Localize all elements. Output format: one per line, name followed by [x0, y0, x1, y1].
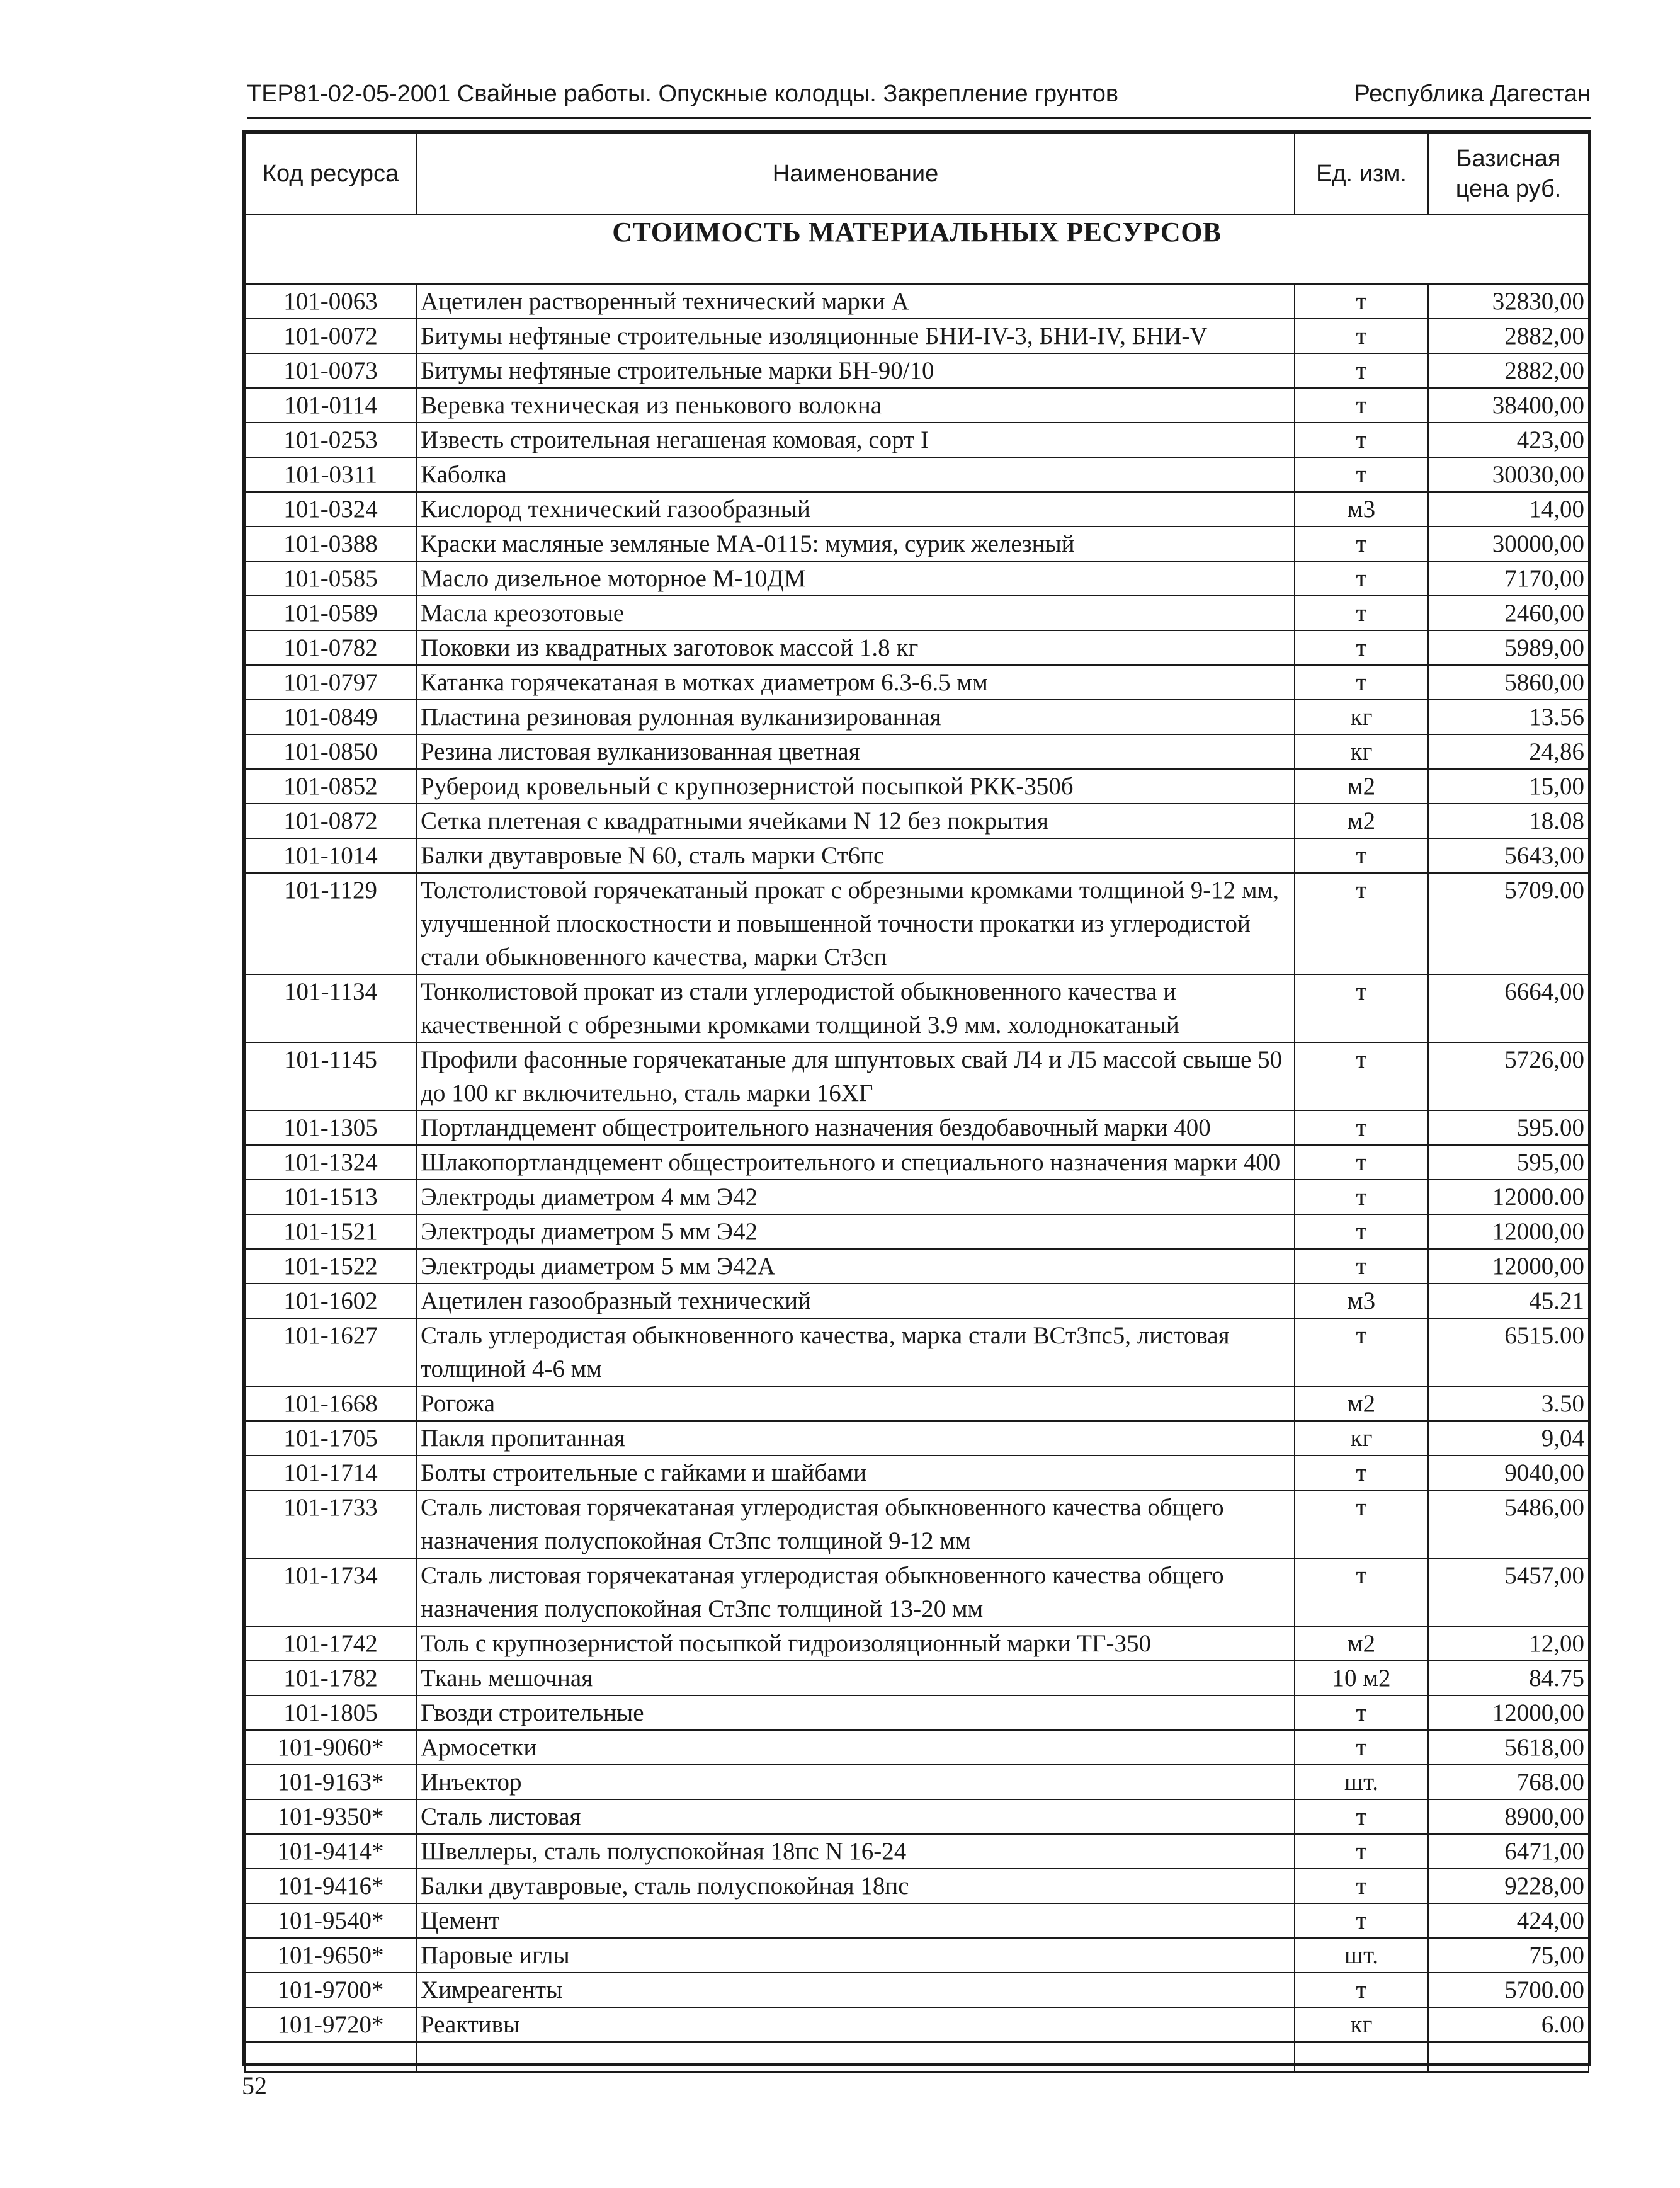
row-code: 101-1733	[245, 1490, 416, 1558]
table-row	[245, 1180, 1589, 1214]
row-unit: т	[1295, 596, 1428, 630]
row-price: 15,00	[1428, 769, 1589, 804]
row-name: Паровые иглы	[416, 1938, 1295, 1973]
row-unit: т	[1295, 423, 1428, 457]
row-name: Ткань мешочная	[416, 1661, 1295, 1695]
row-unit: т	[1295, 353, 1428, 388]
row-name: Сталь листовая горячекатаная углеродистая обыкновенного качества общего назначения полуспокойная Ст3пс толщиной 13-20 мм	[416, 1558, 1295, 1626]
row-code: 101-0063	[245, 284, 416, 319]
table-row	[245, 1661, 1589, 1695]
table-row	[245, 2007, 1589, 2042]
row-name: Швеллеры, сталь полуспокойная 18пс N 16-24	[416, 1834, 1295, 1869]
row-code: 101-1705	[245, 1421, 416, 1456]
table-row	[245, 492, 1589, 527]
row-price: 38400,00	[1428, 388, 1589, 423]
row-name: Каболка	[416, 457, 1295, 492]
row-name: Битумы нефтяные строительные изоляционные БНИ-IV-3, БНИ-IV, БНИ-V	[416, 319, 1295, 353]
row-unit: 10 м2	[1295, 1661, 1428, 1695]
row-unit: т	[1295, 665, 1428, 700]
row-unit: м2	[1295, 804, 1428, 838]
row-unit: т	[1295, 319, 1428, 353]
row-price: 5486,00	[1428, 1490, 1589, 1558]
row-unit: т	[1295, 561, 1428, 596]
table-header-row	[245, 133, 1589, 215]
row-unit: т	[1295, 1834, 1428, 1869]
row-unit: т	[1295, 1456, 1428, 1490]
table-row	[245, 561, 1589, 596]
row-name: Кислород технический газообразный	[416, 492, 1295, 527]
row-name: Сетка плетеная с квадратными ячейками N 12 без покрытия	[416, 804, 1295, 838]
row-price: 6515.00	[1428, 1318, 1589, 1386]
table-row	[245, 665, 1589, 700]
row-unit: т	[1295, 1145, 1428, 1180]
row-name: Профили фасонные горячекатаные для шпунтовых свай Л4 и Л5 массой свыше 50 до 100 кг включительно, сталь марки 16ХГ	[416, 1042, 1295, 1110]
table-row	[245, 527, 1589, 561]
row-name: Поковки из квадратных заготовок массой 1.8 кг	[416, 630, 1295, 665]
table-row	[245, 1695, 1589, 1730]
row-unit: т	[1295, 1799, 1428, 1834]
row-price: 9,04	[1428, 1421, 1589, 1456]
row-price: 2882,00	[1428, 319, 1589, 353]
table-row	[245, 1110, 1589, 1145]
table-row	[245, 873, 1589, 974]
row-unit: т	[1295, 527, 1428, 561]
row-unit: т	[1295, 1490, 1428, 1558]
row-code: 101-0324	[245, 492, 416, 527]
row-price: 9040,00	[1428, 1456, 1589, 1490]
row-unit: м3	[1295, 1284, 1428, 1318]
row-price: 423,00	[1428, 423, 1589, 457]
row-unit: т	[1295, 1558, 1428, 1626]
table-row	[245, 1214, 1589, 1249]
table-row	[245, 734, 1589, 769]
row-price: 18.08	[1428, 804, 1589, 838]
table-row	[245, 423, 1589, 457]
row-unit: кг	[1295, 734, 1428, 769]
resource-table-frame	[242, 130, 1591, 2066]
row-name: Известь строительная негашеная комовая, сорт I	[416, 423, 1295, 457]
row-name: Электроды диаметром 4 мм Э42	[416, 1180, 1295, 1214]
row-name: Масла креозотовые	[416, 596, 1295, 630]
column-header-code: Код ресурса	[245, 133, 416, 215]
column-header-unit: Ед. изм.	[1295, 133, 1428, 215]
row-name: Ацетилен газообразный технический	[416, 1284, 1295, 1318]
row-code: 101-1522	[245, 1249, 416, 1284]
row-code: 101-1324	[245, 1145, 416, 1180]
row-price: 5709.00	[1428, 873, 1589, 974]
row-name: Пакля пропитанная	[416, 1421, 1295, 1456]
row-code: 101-0388	[245, 527, 416, 561]
row-price: 12000,00	[1428, 1695, 1589, 1730]
row-code: 101-9416*	[245, 1869, 416, 1903]
row-code: 101-1513	[245, 1180, 416, 1214]
row-name: Рогожа	[416, 1386, 1295, 1421]
row-code: 101-9414*	[245, 1834, 416, 1869]
row-price: 30030,00	[1428, 457, 1589, 492]
table-row	[245, 1938, 1589, 1973]
row-unit: т	[1295, 1110, 1428, 1145]
row-unit: т	[1295, 1042, 1428, 1110]
table-row	[245, 1799, 1589, 1834]
row-code: 101-1782	[245, 1661, 416, 1695]
table-row	[245, 1765, 1589, 1799]
row-price: 14,00	[1428, 492, 1589, 527]
row-unit: м3	[1295, 492, 1428, 527]
row-code: 101-0253	[245, 423, 416, 457]
row-code: 101-1145	[245, 1042, 416, 1110]
row-name: Шлакопортландцемент общестроительного и специального назначения марки 400	[416, 1145, 1295, 1180]
row-price: 32830,00	[1428, 284, 1589, 319]
table-row	[245, 974, 1589, 1042]
row-code: 101-1714	[245, 1456, 416, 1490]
empty-cell	[1295, 2042, 1428, 2072]
table-row	[245, 1558, 1589, 1626]
row-price: 75,00	[1428, 1938, 1589, 1973]
table-row	[245, 804, 1589, 838]
row-name: Химреагенты	[416, 1973, 1295, 2007]
table-row	[245, 1869, 1589, 1903]
table-row	[245, 1730, 1589, 1765]
row-code: 101-9060*	[245, 1730, 416, 1765]
row-code: 101-1602	[245, 1284, 416, 1318]
row-code: 101-9163*	[245, 1765, 416, 1799]
row-name: Веревка техническая из пенькового волокна	[416, 388, 1295, 423]
row-name: Рубероид кровельный с крупнозернистой посыпкой РКК-350б	[416, 769, 1295, 804]
table-row	[245, 838, 1589, 873]
row-code: 101-1129	[245, 873, 416, 974]
row-price: 3.50	[1428, 1386, 1589, 1421]
row-unit: кг	[1295, 1421, 1428, 1456]
row-code: 101-1134	[245, 974, 416, 1042]
row-name: Гвозди строительные	[416, 1695, 1295, 1730]
row-name: Масло дизельное моторное М-10ДМ	[416, 561, 1295, 596]
table-row	[245, 457, 1589, 492]
row-code: 101-0072	[245, 319, 416, 353]
page-header	[247, 81, 1591, 116]
row-unit: т	[1295, 838, 1428, 873]
row-code: 101-0585	[245, 561, 416, 596]
row-code: 101-9540*	[245, 1903, 416, 1938]
row-code: 101-0872	[245, 804, 416, 838]
table-row	[245, 1421, 1589, 1456]
row-unit: м2	[1295, 1626, 1428, 1661]
row-code: 101-0311	[245, 457, 416, 492]
row-price: 2882,00	[1428, 353, 1589, 388]
row-unit: т	[1295, 284, 1428, 319]
row-code: 101-1627	[245, 1318, 416, 1386]
row-price: 12000,00	[1428, 1249, 1589, 1284]
document-title: ТЕР81-02-05-2001 Свайные работы. Опускные колодцы. Закрепление грунтов	[247, 81, 1119, 107]
row-price: 5726,00	[1428, 1042, 1589, 1110]
row-name: Армосетки	[416, 1730, 1295, 1765]
row-unit: м2	[1295, 769, 1428, 804]
row-code: 101-9700*	[245, 1973, 416, 2007]
row-code: 101-1734	[245, 1558, 416, 1626]
row-code: 101-9350*	[245, 1799, 416, 1834]
resource-table	[244, 132, 1589, 2073]
row-code: 101-1521	[245, 1214, 416, 1249]
row-name: Портландцемент общестроительного назначения бездобавочный марки 400	[416, 1110, 1295, 1145]
table-row	[245, 1834, 1589, 1869]
empty-cell	[416, 2042, 1295, 2072]
row-name: Сталь листовая горячекатаная углеродистая обыкновенного качества общего назначения полуспокойная Ст3пс толщиной 9-12 мм	[416, 1490, 1295, 1558]
row-price: 8900,00	[1428, 1799, 1589, 1834]
row-unit: т	[1295, 974, 1428, 1042]
region-name: Республика Дагестан	[1354, 81, 1591, 107]
row-unit: т	[1295, 457, 1428, 492]
row-unit: т	[1295, 1730, 1428, 1765]
row-unit: т	[1295, 873, 1428, 974]
row-price: 24,86	[1428, 734, 1589, 769]
row-code: 101-1742	[245, 1626, 416, 1661]
row-name: Электроды диаметром 5 мм Э42	[416, 1214, 1295, 1249]
row-price: 595.00	[1428, 1110, 1589, 1145]
empty-cell	[1428, 2042, 1589, 2072]
row-code: 101-0850	[245, 734, 416, 769]
row-price: 768.00	[1428, 1765, 1589, 1799]
row-name: Толь с крупнозернистой посыпкой гидроизоляционный марки ТГ-350	[416, 1626, 1295, 1661]
table-row	[245, 353, 1589, 388]
row-code: 101-9650*	[245, 1938, 416, 1973]
row-unit: т	[1295, 1973, 1428, 2007]
row-name: Сталь углеродистая обыкновенного качества, марка стали ВСт3пс5, листовая толщиной 4-6 мм	[416, 1318, 1295, 1386]
page-number: 52	[242, 2071, 267, 2100]
table-row	[245, 1145, 1589, 1180]
row-code: 101-0114	[245, 388, 416, 423]
row-price: 5643,00	[1428, 838, 1589, 873]
row-unit: т	[1295, 1214, 1428, 1249]
row-code: 101-1014	[245, 838, 416, 873]
table-row	[245, 1626, 1589, 1661]
row-price: 5700.00	[1428, 1973, 1589, 2007]
row-price: 9228,00	[1428, 1869, 1589, 1903]
table-row	[245, 1284, 1589, 1318]
row-price: 6471,00	[1428, 1834, 1589, 1869]
row-name: Сталь листовая	[416, 1799, 1295, 1834]
row-price: 5457,00	[1428, 1558, 1589, 1626]
row-name: Краски масляные земляные МА-0115: мумия, сурик железный	[416, 527, 1295, 561]
row-code: 101-1668	[245, 1386, 416, 1421]
table-row	[245, 1386, 1589, 1421]
row-code: 101-0782	[245, 630, 416, 665]
table-row	[245, 388, 1589, 423]
row-name: Катанка горячекатаная в мотках диаметром 6.3-6.5 мм	[416, 665, 1295, 700]
row-price: 84.75	[1428, 1661, 1589, 1695]
row-price: 5860,00	[1428, 665, 1589, 700]
row-name: Балки двутавровые N 60, сталь марки Ст6пс	[416, 838, 1295, 873]
row-unit: т	[1295, 1318, 1428, 1386]
row-price: 12000,00	[1428, 1214, 1589, 1249]
empty-row	[245, 2042, 1589, 2072]
section-title: СТОИМОСТЬ МАТЕРИАЛЬНЫХ РЕСУРСОВ	[245, 215, 1589, 284]
row-code: 101-0589	[245, 596, 416, 630]
row-name: Резина листовая вулканизованная цветная	[416, 734, 1295, 769]
table-row	[245, 1973, 1589, 2007]
row-code: 101-1805	[245, 1695, 416, 1730]
row-unit: шт.	[1295, 1765, 1428, 1799]
row-price: 7170,00	[1428, 561, 1589, 596]
row-name: Электроды диаметром 5 мм Э42А	[416, 1249, 1295, 1284]
table-row	[245, 1490, 1589, 1558]
table-row	[245, 700, 1589, 734]
row-price: 13.56	[1428, 700, 1589, 734]
table-row	[245, 1249, 1589, 1284]
row-unit: шт.	[1295, 1938, 1428, 1973]
row-price: 12,00	[1428, 1626, 1589, 1661]
table-row	[245, 596, 1589, 630]
table-row	[245, 1456, 1589, 1490]
row-name: Инъектор	[416, 1765, 1295, 1799]
table-row	[245, 1903, 1589, 1938]
row-unit: т	[1295, 1180, 1428, 1214]
row-code: 101-0852	[245, 769, 416, 804]
table-row	[245, 319, 1589, 353]
row-unit: т	[1295, 1869, 1428, 1903]
row-price: 5618,00	[1428, 1730, 1589, 1765]
row-unit: т	[1295, 1249, 1428, 1284]
row-price: 45.21	[1428, 1284, 1589, 1318]
row-name: Ацетилен растворенный технический марки А	[416, 284, 1295, 319]
section-title-row	[245, 215, 1589, 284]
row-code: 101-1305	[245, 1110, 416, 1145]
row-price: 5989,00	[1428, 630, 1589, 665]
row-name: Битумы нефтяные строительные марки БН-90/10	[416, 353, 1295, 388]
column-header-price: Базисная цена руб.	[1428, 133, 1589, 215]
row-price: 6664,00	[1428, 974, 1589, 1042]
row-unit: т	[1295, 1695, 1428, 1730]
row-name: Пластина резиновая рулонная вулканизированная	[416, 700, 1295, 734]
row-price: 12000.00	[1428, 1180, 1589, 1214]
row-name: Толстолистовой горячекатаный прокат с обрезными кромками толщиной 9-12 мм, улучшенной плоскостности и повышенной точности прокатки из углеродистой стали обыкновенного качества, марки Ст3сп	[416, 873, 1295, 974]
row-name: Реактивы	[416, 2007, 1295, 2042]
row-unit: кг	[1295, 700, 1428, 734]
row-price: 2460,00	[1428, 596, 1589, 630]
row-name: Балки двутавровые, сталь полуспокойная 18пс	[416, 1869, 1295, 1903]
header-rule	[247, 117, 1591, 119]
row-unit: т	[1295, 630, 1428, 665]
row-code: 101-0797	[245, 665, 416, 700]
table-row	[245, 630, 1589, 665]
empty-cell	[245, 2042, 416, 2072]
column-header-name: Наименование	[416, 133, 1295, 215]
row-unit: кг	[1295, 2007, 1428, 2042]
row-name: Болты строительные с гайками и шайбами	[416, 1456, 1295, 1490]
row-price: 30000,00	[1428, 527, 1589, 561]
row-unit: м2	[1295, 1386, 1428, 1421]
table-row	[245, 284, 1589, 319]
row-code: 101-9720*	[245, 2007, 416, 2042]
table-row	[245, 1318, 1589, 1386]
row-price: 6.00	[1428, 2007, 1589, 2042]
table-row	[245, 1042, 1589, 1110]
row-name: Цемент	[416, 1903, 1295, 1938]
table-row	[245, 769, 1589, 804]
row-code: 101-0849	[245, 700, 416, 734]
row-price: 424,00	[1428, 1903, 1589, 1938]
row-name: Тонколистовой прокат из стали углеродистой обыкновенного качества и качественной с обрезными кромками толщиной 3.9 мм. холоднокатаный	[416, 974, 1295, 1042]
row-unit: т	[1295, 1903, 1428, 1938]
row-code: 101-0073	[245, 353, 416, 388]
row-price: 595,00	[1428, 1145, 1589, 1180]
row-unit: т	[1295, 388, 1428, 423]
